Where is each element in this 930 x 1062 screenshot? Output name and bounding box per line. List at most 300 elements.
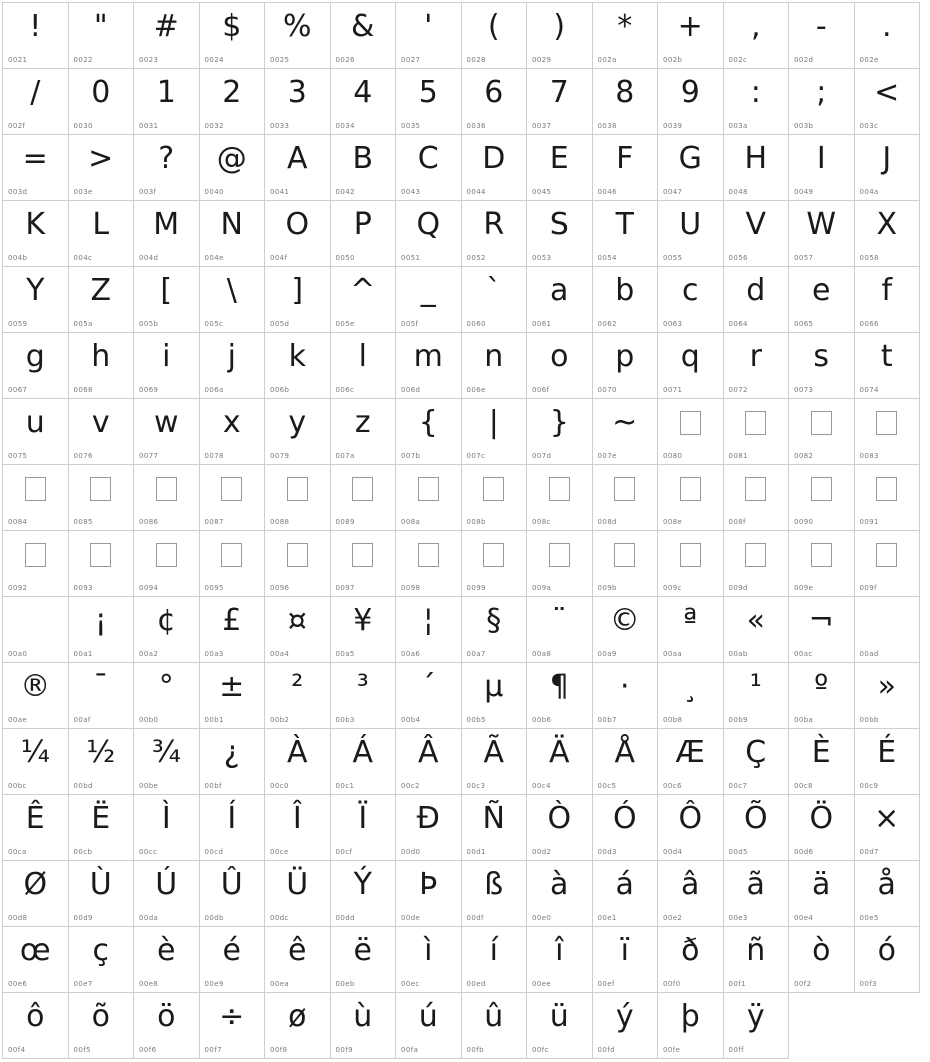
- glyph-cell[interactable]: [396, 333, 462, 399]
- glyph-codepoint: 0049: [794, 188, 814, 196]
- glyph-cell[interactable]: [396, 399, 462, 465]
- glyph-cell[interactable]: [593, 399, 659, 465]
- glyph-character: ¢: [156, 603, 176, 638]
- glyph-character: [200, 467, 265, 511]
- glyph-cell[interactable]: [134, 69, 200, 135]
- glyph-cell[interactable]: [855, 69, 921, 135]
- glyph-cell[interactable]: [527, 531, 593, 597]
- glyph-codepoint: 0039: [663, 122, 683, 130]
- glyph-codepoint: 0091: [859, 518, 879, 526]
- glyph-cell[interactable]: [134, 201, 200, 267]
- glyph-cell[interactable]: [593, 663, 659, 729]
- glyph-cell[interactable]: [789, 267, 855, 333]
- glyph-cell[interactable]: [658, 531, 724, 597]
- glyph-cell[interactable]: [855, 3, 921, 69]
- glyph-cell[interactable]: [396, 69, 462, 135]
- glyph-character: Ò: [547, 801, 572, 836]
- glyph-cell[interactable]: [134, 333, 200, 399]
- glyph-cell[interactable]: [3, 135, 69, 201]
- glyph-cell[interactable]: [3, 927, 69, 993]
- glyph-codepoint: 00ab: [728, 650, 748, 658]
- glyph-cell[interactable]: [3, 333, 69, 399]
- glyph-cell[interactable]: [462, 465, 528, 531]
- glyph-cell[interactable]: [200, 135, 266, 201]
- glyph-cell[interactable]: [527, 135, 593, 201]
- glyph-cell[interactable]: [200, 861, 266, 927]
- glyph-cell[interactable]: [462, 663, 528, 729]
- glyph-cell[interactable]: [331, 399, 397, 465]
- glyph-cell[interactable]: [200, 267, 266, 333]
- glyph-cell[interactable]: [527, 663, 593, 729]
- glyph-cell[interactable]: [658, 201, 724, 267]
- glyph-cell[interactable]: [331, 3, 397, 69]
- glyph-cell[interactable]: [69, 861, 135, 927]
- glyph-cell[interactable]: [396, 729, 462, 795]
- glyph-cell[interactable]: [200, 663, 266, 729]
- glyph-cell[interactable]: [789, 729, 855, 795]
- glyph-cell[interactable]: [134, 927, 200, 993]
- glyph-cell[interactable]: [527, 465, 593, 531]
- glyph-character: Ú: [155, 867, 178, 902]
- glyph-cell[interactable]: [789, 201, 855, 267]
- glyph-cell[interactable]: [724, 597, 790, 663]
- glyph-cell[interactable]: [331, 993, 397, 1059]
- glyph-cell[interactable]: [200, 729, 266, 795]
- glyph-cell[interactable]: [527, 3, 593, 69]
- glyph-cell[interactable]: [3, 729, 69, 795]
- glyph-cell[interactable]: [3, 3, 69, 69]
- glyph-cell[interactable]: [724, 927, 790, 993]
- glyph-cell[interactable]: [265, 729, 331, 795]
- glyph-cell[interactable]: [200, 465, 266, 531]
- glyph-character: Ô: [678, 801, 703, 836]
- glyph-cell[interactable]: [658, 795, 724, 861]
- glyph-cell[interactable]: [462, 135, 528, 201]
- glyph-character: [462, 533, 527, 577]
- glyph-cell[interactable]: [462, 3, 528, 69]
- glyph-codepoint: 0092: [8, 584, 28, 592]
- glyph-cell[interactable]: [527, 69, 593, 135]
- glyph-codepoint: 00f2: [794, 980, 812, 988]
- glyph-codepoint: 0097: [335, 584, 355, 592]
- glyph-cell[interactable]: [462, 531, 528, 597]
- glyph-cell[interactable]: [69, 993, 135, 1059]
- glyph-cell[interactable]: [396, 531, 462, 597]
- glyph-cell[interactable]: [265, 795, 331, 861]
- glyph-cell[interactable]: [200, 927, 266, 993]
- glyph-cell[interactable]: [789, 663, 855, 729]
- glyph-cell[interactable]: [134, 729, 200, 795]
- glyph-cell[interactable]: [134, 795, 200, 861]
- glyph-cell[interactable]: [658, 267, 724, 333]
- glyph-character: }: [549, 405, 569, 440]
- glyph-cell[interactable]: [527, 267, 593, 333]
- glyph-cell[interactable]: [724, 465, 790, 531]
- glyph-cell[interactable]: [265, 531, 331, 597]
- glyph-codepoint: 00be: [139, 782, 159, 790]
- glyph-cell[interactable]: [3, 861, 69, 927]
- glyph-cell[interactable]: [527, 993, 593, 1059]
- glyph-cell[interactable]: [855, 531, 921, 597]
- glyph-cell[interactable]: [593, 795, 659, 861]
- glyph-cell[interactable]: [134, 597, 200, 663]
- glyph-cell[interactable]: [658, 69, 724, 135]
- glyph-cell[interactable]: [527, 861, 593, 927]
- glyph-codepoint: 0035: [401, 122, 421, 130]
- glyph-cell[interactable]: [593, 135, 659, 201]
- glyph-character: e: [812, 273, 831, 308]
- glyph-codepoint: 0040: [204, 188, 224, 196]
- glyph-codepoint: 0022: [73, 56, 93, 64]
- glyph-character: ¾: [151, 735, 181, 770]
- glyph-codepoint: 0024: [204, 56, 224, 64]
- glyph-cell[interactable]: [527, 597, 593, 663]
- glyph-cell[interactable]: [396, 795, 462, 861]
- glyph-cell[interactable]: [200, 531, 266, 597]
- glyph-cell[interactable]: [200, 333, 266, 399]
- glyph-cell[interactable]: [658, 135, 724, 201]
- glyph-cell[interactable]: [396, 267, 462, 333]
- glyph-character: [593, 467, 658, 511]
- glyph-cell[interactable]: [789, 3, 855, 69]
- glyph-cell[interactable]: [3, 267, 69, 333]
- glyph-cell[interactable]: [331, 465, 397, 531]
- glyph-cell[interactable]: [134, 993, 200, 1059]
- glyph-codepoint: 00af: [73, 716, 91, 724]
- glyph-cell[interactable]: [331, 69, 397, 135]
- glyph-cell[interactable]: [69, 267, 135, 333]
- glyph-cell[interactable]: [134, 861, 200, 927]
- glyph-cell[interactable]: [789, 135, 855, 201]
- glyph-cell[interactable]: [855, 597, 921, 663]
- glyph-character: 6: [484, 75, 504, 110]
- glyph-cell[interactable]: [789, 861, 855, 927]
- glyph-cell[interactable]: [789, 927, 855, 993]
- glyph-character: ): [553, 9, 566, 44]
- glyph-character: \: [226, 273, 237, 308]
- glyph-cell[interactable]: [855, 465, 921, 531]
- glyph-cell[interactable]: [527, 201, 593, 267]
- glyph-codepoint: 00cf: [335, 848, 353, 856]
- glyph-cell[interactable]: [658, 663, 724, 729]
- glyph-cell[interactable]: [265, 465, 331, 531]
- glyph-cell[interactable]: [200, 597, 266, 663]
- glyph-cell[interactable]: [593, 201, 659, 267]
- glyph-character: &: [351, 9, 375, 44]
- glyph-cell[interactable]: [789, 465, 855, 531]
- glyph-cell[interactable]: [396, 465, 462, 531]
- glyph-cell[interactable]: [527, 729, 593, 795]
- glyph-cell[interactable]: [396, 597, 462, 663]
- glyph-character: _: [420, 273, 436, 308]
- glyph-cell[interactable]: [3, 663, 69, 729]
- glyph-cell[interactable]: [462, 597, 528, 663]
- glyph-cell[interactable]: [724, 663, 790, 729]
- glyph-cell[interactable]: [658, 399, 724, 465]
- glyph-codepoint: 0057: [794, 254, 814, 262]
- glyph-cell[interactable]: [331, 531, 397, 597]
- glyph-cell[interactable]: [658, 465, 724, 531]
- glyph-cell[interactable]: [724, 69, 790, 135]
- glyph-character: G: [678, 141, 702, 176]
- glyph-cell[interactable]: [200, 3, 266, 69]
- glyph-cell[interactable]: [658, 729, 724, 795]
- glyph-codepoint: 0063: [663, 320, 683, 328]
- glyph-codepoint: 00a9: [597, 650, 617, 658]
- glyph-character: Z: [90, 273, 112, 308]
- glyph-cell[interactable]: [658, 993, 724, 1059]
- glyph-cell[interactable]: [3, 597, 69, 663]
- glyph-codepoint: 00dd: [335, 914, 355, 922]
- glyph-character: T: [615, 207, 634, 242]
- glyph-character: [855, 533, 920, 577]
- glyph-cell[interactable]: [396, 201, 462, 267]
- glyph-cell[interactable]: [265, 597, 331, 663]
- glyph-cell[interactable]: [527, 927, 593, 993]
- glyph-cell[interactable]: [593, 729, 659, 795]
- glyph-cell[interactable]: [724, 795, 790, 861]
- glyph-cell[interactable]: [396, 861, 462, 927]
- glyph-cell[interactable]: [69, 531, 135, 597]
- glyph-codepoint: 00dc: [270, 914, 289, 922]
- glyph-cell[interactable]: [265, 399, 331, 465]
- glyph-cell[interactable]: [527, 333, 593, 399]
- glyph-character: [: [160, 273, 173, 308]
- glyph-cell[interactable]: [396, 993, 462, 1059]
- glyph-cell[interactable]: [69, 399, 135, 465]
- glyph-cell[interactable]: [3, 465, 69, 531]
- glyph-character: r: [749, 339, 762, 374]
- glyph-cell[interactable]: [134, 135, 200, 201]
- glyph-cell[interactable]: [789, 399, 855, 465]
- glyph-cell[interactable]: [69, 663, 135, 729]
- glyph-cell[interactable]: [789, 597, 855, 663]
- glyph-codepoint: 00fb: [466, 1046, 484, 1054]
- glyph-character: ²: [291, 669, 304, 704]
- glyph-cell[interactable]: [724, 201, 790, 267]
- glyph-cell[interactable]: [69, 795, 135, 861]
- glyph-cell[interactable]: [593, 465, 659, 531]
- glyph-cell[interactable]: [855, 861, 921, 927]
- glyph-cell[interactable]: [265, 201, 331, 267]
- glyph-cell[interactable]: [462, 795, 528, 861]
- glyph-cell[interactable]: [69, 927, 135, 993]
- glyph-cell[interactable]: [527, 399, 593, 465]
- glyph-cell[interactable]: [855, 927, 921, 993]
- glyph-codepoint: 00bb: [859, 716, 879, 724]
- glyph-cell[interactable]: [134, 267, 200, 333]
- glyph-cell[interactable]: [789, 795, 855, 861]
- glyph-cell[interactable]: [462, 993, 528, 1059]
- glyph-cell[interactable]: [265, 663, 331, 729]
- glyph-cell[interactable]: [593, 993, 659, 1059]
- glyph-cell[interactable]: [593, 3, 659, 69]
- glyph-character: Õ: [743, 801, 768, 836]
- glyph-cell[interactable]: [855, 795, 921, 861]
- glyph-cell[interactable]: [69, 597, 135, 663]
- glyph-cell[interactable]: [593, 861, 659, 927]
- glyph-cell[interactable]: [396, 663, 462, 729]
- glyph-cell[interactable]: [265, 135, 331, 201]
- glyph-cell[interactable]: [855, 135, 921, 201]
- glyph-codepoint: 0083: [859, 452, 879, 460]
- glyph-cell[interactable]: [3, 399, 69, 465]
- glyph-codepoint: 00b9: [728, 716, 748, 724]
- glyph-cell[interactable]: [724, 267, 790, 333]
- glyph-cell[interactable]: [658, 597, 724, 663]
- glyph-codepoint: 00c7: [728, 782, 748, 790]
- glyph-codepoint: 0090: [794, 518, 814, 526]
- glyph-cell[interactable]: [331, 135, 397, 201]
- glyph-character: õ: [91, 999, 110, 1034]
- glyph-cell[interactable]: [789, 333, 855, 399]
- glyph-codepoint: 004f: [270, 254, 288, 262]
- glyph-cell[interactable]: [658, 3, 724, 69]
- glyph-character: Y: [26, 273, 45, 308]
- glyph-cell[interactable]: [200, 993, 266, 1059]
- glyph-cell[interactable]: [3, 993, 69, 1059]
- glyph-cell[interactable]: [69, 3, 135, 69]
- glyph-cell[interactable]: [724, 3, 790, 69]
- glyph-cell[interactable]: [331, 333, 397, 399]
- glyph-cell[interactable]: [462, 201, 528, 267]
- glyph-cell[interactable]: [658, 861, 724, 927]
- glyph-cell[interactable]: [331, 927, 397, 993]
- glyph-cell[interactable]: [331, 597, 397, 663]
- glyph-cell[interactable]: [724, 135, 790, 201]
- glyph-cell[interactable]: [331, 729, 397, 795]
- glyph-character: U: [679, 207, 702, 242]
- glyph-codepoint: 005c: [204, 320, 224, 328]
- glyph-cell[interactable]: [331, 267, 397, 333]
- glyph-cell[interactable]: [658, 927, 724, 993]
- glyph-cell[interactable]: [789, 531, 855, 597]
- glyph-character: K: [25, 207, 46, 242]
- glyph-cell[interactable]: [3, 69, 69, 135]
- glyph-cell[interactable]: [265, 927, 331, 993]
- glyph-codepoint: 0070: [597, 386, 617, 394]
- glyph-cell[interactable]: [855, 333, 921, 399]
- glyph-cell[interactable]: [593, 333, 659, 399]
- glyph-character: ¼: [20, 735, 50, 770]
- glyph-cell[interactable]: [134, 3, 200, 69]
- glyph-cell[interactable]: [724, 399, 790, 465]
- glyph-cell[interactable]: [200, 69, 266, 135]
- glyph-cell[interactable]: [724, 729, 790, 795]
- glyph-cell[interactable]: [134, 399, 200, 465]
- glyph-cell[interactable]: [69, 729, 135, 795]
- glyph-character: Î: [292, 801, 302, 836]
- glyph-codepoint: 008b: [466, 518, 486, 526]
- glyph-cell[interactable]: [855, 729, 921, 795]
- glyph-character: œ: [19, 933, 51, 968]
- glyph-cell[interactable]: [462, 927, 528, 993]
- glyph-cell[interactable]: [855, 399, 921, 465]
- glyph-cell[interactable]: [331, 201, 397, 267]
- glyph-cell[interactable]: [69, 333, 135, 399]
- glyph-character: ": [93, 9, 108, 44]
- glyph-codepoint: 009f: [859, 584, 877, 592]
- glyph-cell[interactable]: [69, 465, 135, 531]
- glyph-character: Ü: [286, 867, 309, 902]
- glyph-cell[interactable]: [462, 69, 528, 135]
- glyph-cell[interactable]: [265, 69, 331, 135]
- glyph-codepoint: 0045: [532, 188, 552, 196]
- glyph-cell[interactable]: [331, 663, 397, 729]
- glyph-cell[interactable]: [3, 201, 69, 267]
- glyph-cell[interactable]: [527, 795, 593, 861]
- glyph-character: ý: [615, 999, 634, 1034]
- glyph-cell[interactable]: [69, 201, 135, 267]
- glyph-cell[interactable]: [462, 333, 528, 399]
- glyph-character: ú: [418, 999, 438, 1034]
- glyph-cell[interactable]: [462, 861, 528, 927]
- glyph-character: p: [615, 339, 635, 374]
- glyph-cell[interactable]: [396, 135, 462, 201]
- glyph-cell[interactable]: [69, 69, 135, 135]
- glyph-cell[interactable]: [331, 795, 397, 861]
- glyph-cell[interactable]: [462, 729, 528, 795]
- glyph-cell[interactable]: [200, 201, 266, 267]
- glyph-cell[interactable]: [855, 267, 921, 333]
- glyph-character: I: [816, 141, 826, 176]
- glyph-cell[interactable]: [724, 861, 790, 927]
- glyph-cell[interactable]: [593, 531, 659, 597]
- glyph-cell[interactable]: [200, 399, 266, 465]
- glyph-character: û: [484, 999, 504, 1034]
- glyph-cell[interactable]: [724, 993, 790, 1059]
- glyph-cell[interactable]: [593, 927, 659, 993]
- glyph-character: ø: [288, 999, 307, 1034]
- glyph-cell[interactable]: [134, 465, 200, 531]
- glyph-cell[interactable]: [265, 861, 331, 927]
- glyph-cell[interactable]: [265, 3, 331, 69]
- glyph-codepoint: 00a2: [139, 650, 159, 658]
- glyph-cell[interactable]: [134, 663, 200, 729]
- glyph-cell[interactable]: [855, 201, 921, 267]
- glyph-character: k: [288, 339, 306, 374]
- glyph-cell[interactable]: [593, 267, 659, 333]
- glyph-cell[interactable]: [855, 663, 921, 729]
- glyph-cell[interactable]: [724, 531, 790, 597]
- glyph-cell[interactable]: [593, 69, 659, 135]
- glyph-cell[interactable]: [265, 267, 331, 333]
- glyph-cell[interactable]: [3, 531, 69, 597]
- glyph-cell[interactable]: [462, 267, 528, 333]
- glyph-cell[interactable]: [789, 69, 855, 135]
- glyph-cell[interactable]: [331, 861, 397, 927]
- glyph-cell[interactable]: [462, 399, 528, 465]
- glyph-cell[interactable]: [396, 927, 462, 993]
- glyph-cell[interactable]: [3, 795, 69, 861]
- glyph-character: Ø: [23, 867, 48, 902]
- glyph-character: Ó: [612, 801, 637, 836]
- glyph-cell[interactable]: [265, 333, 331, 399]
- glyph-character: 2: [222, 75, 242, 110]
- glyph-cell[interactable]: [724, 333, 790, 399]
- glyph-codepoint: 002c: [728, 56, 748, 64]
- glyph-cell[interactable]: [134, 531, 200, 597]
- glyph-character: [3, 599, 68, 643]
- glyph-cell[interactable]: [200, 795, 266, 861]
- glyph-character: â: [681, 867, 700, 902]
- glyph-cell[interactable]: [69, 135, 135, 201]
- glyph-cell[interactable]: [658, 333, 724, 399]
- glyph-cell[interactable]: [265, 993, 331, 1059]
- glyph-cell[interactable]: [593, 597, 659, 663]
- glyph-codepoint: 00ac: [794, 650, 813, 658]
- glyph-cell[interactable]: [396, 3, 462, 69]
